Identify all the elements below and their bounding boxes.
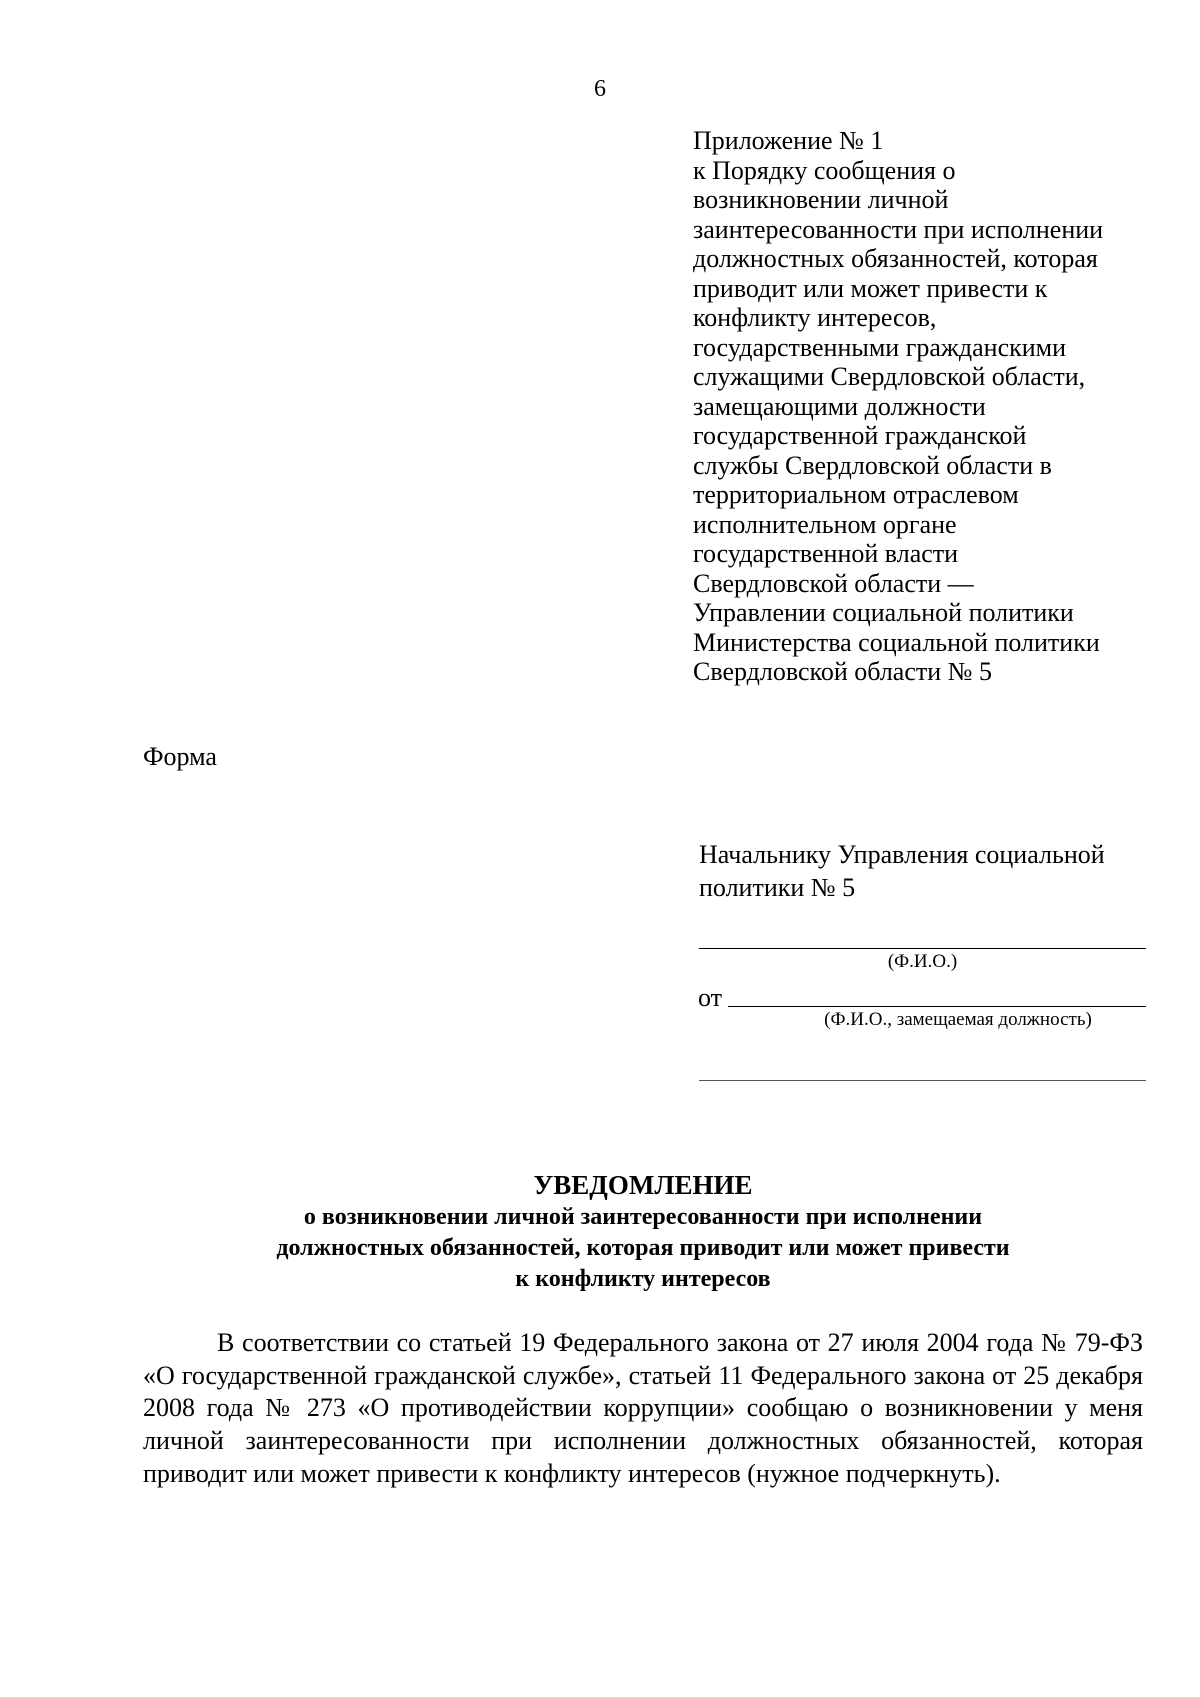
appendix-line: приводит или может привести к xyxy=(693,273,1048,303)
form-label: Форма xyxy=(143,742,217,771)
fio-blank-line[interactable] xyxy=(699,948,1146,949)
appendix-header xyxy=(693,126,1173,687)
body-paragraph: В соответствии со статьей 19 Федерального закона от 27 июля 2004 года № 79-ФЗ «О государственной гражданской службе», статьей 11 Федерального закона от 25 декабря 2008 года № 273 «О противодействии коррупции» сообщаю о возникновении у меня личной заинтересованности при исполнении должностных обязанностей, которая приводит или может привести к конфликту интересов (нужное подчеркнуть). xyxy=(143,1328,1143,1488)
title-subtitle-line: к конфликту интересов xyxy=(515,1266,771,1292)
appendix-line: службы Свердловской области в xyxy=(693,450,1052,480)
appendix-line: возникновении личной xyxy=(693,185,949,214)
title-subtitle-line: должностных обязанностей, которая приводит или может привести xyxy=(276,1235,1010,1261)
appendix-line: конфликту интересов, xyxy=(693,303,937,332)
addressee-line: политики № 5 xyxy=(699,873,856,902)
title-subtitle-line: о возникновении личной заинтересованности при исполнении xyxy=(303,1204,983,1230)
appendix-line: Управлении социальной политики xyxy=(693,598,1074,627)
title-main: УВЕДОМЛЕНИЕ xyxy=(533,1170,753,1200)
appendix-line: Приложение № 1 xyxy=(693,126,884,155)
page-number: 6 xyxy=(594,76,606,102)
fio-caption: (Ф.И.О.) xyxy=(887,951,958,972)
appendix-line: служащими Свердловской области, xyxy=(693,362,1086,391)
appendix-line: государственной гражданской xyxy=(693,421,1027,450)
addressee-block xyxy=(699,838,1169,904)
appendix-line: замещающими должности xyxy=(693,391,986,421)
from-label: от xyxy=(698,983,723,1012)
appendix-line: Свердловской области № 5 xyxy=(693,657,992,686)
appendix-line: государственной власти xyxy=(693,539,959,568)
document-title xyxy=(143,1168,1143,1295)
appendix-line: территориальном отраслевом xyxy=(693,480,1019,509)
appendix-line: Министерства социальной политики xyxy=(693,627,1100,657)
appendix-line: государственными гражданскими xyxy=(693,332,1067,362)
from-blank-line[interactable] xyxy=(728,1006,1146,1007)
addressee-line: Начальнику Управления социальной xyxy=(699,840,1105,869)
appendix-line: к Порядку сообщения о xyxy=(693,155,956,185)
position-blank-line[interactable] xyxy=(699,1080,1146,1081)
from-caption: (Ф.И.О., замещаемая должность) xyxy=(824,1009,1092,1030)
appendix-line: должностных обязанностей, которая xyxy=(693,244,1098,273)
appendix-line: исполнительном органе xyxy=(693,509,957,539)
appendix-line: заинтересованности при исполнении xyxy=(693,214,1104,244)
appendix-line: Свердловской области — xyxy=(693,568,974,598)
